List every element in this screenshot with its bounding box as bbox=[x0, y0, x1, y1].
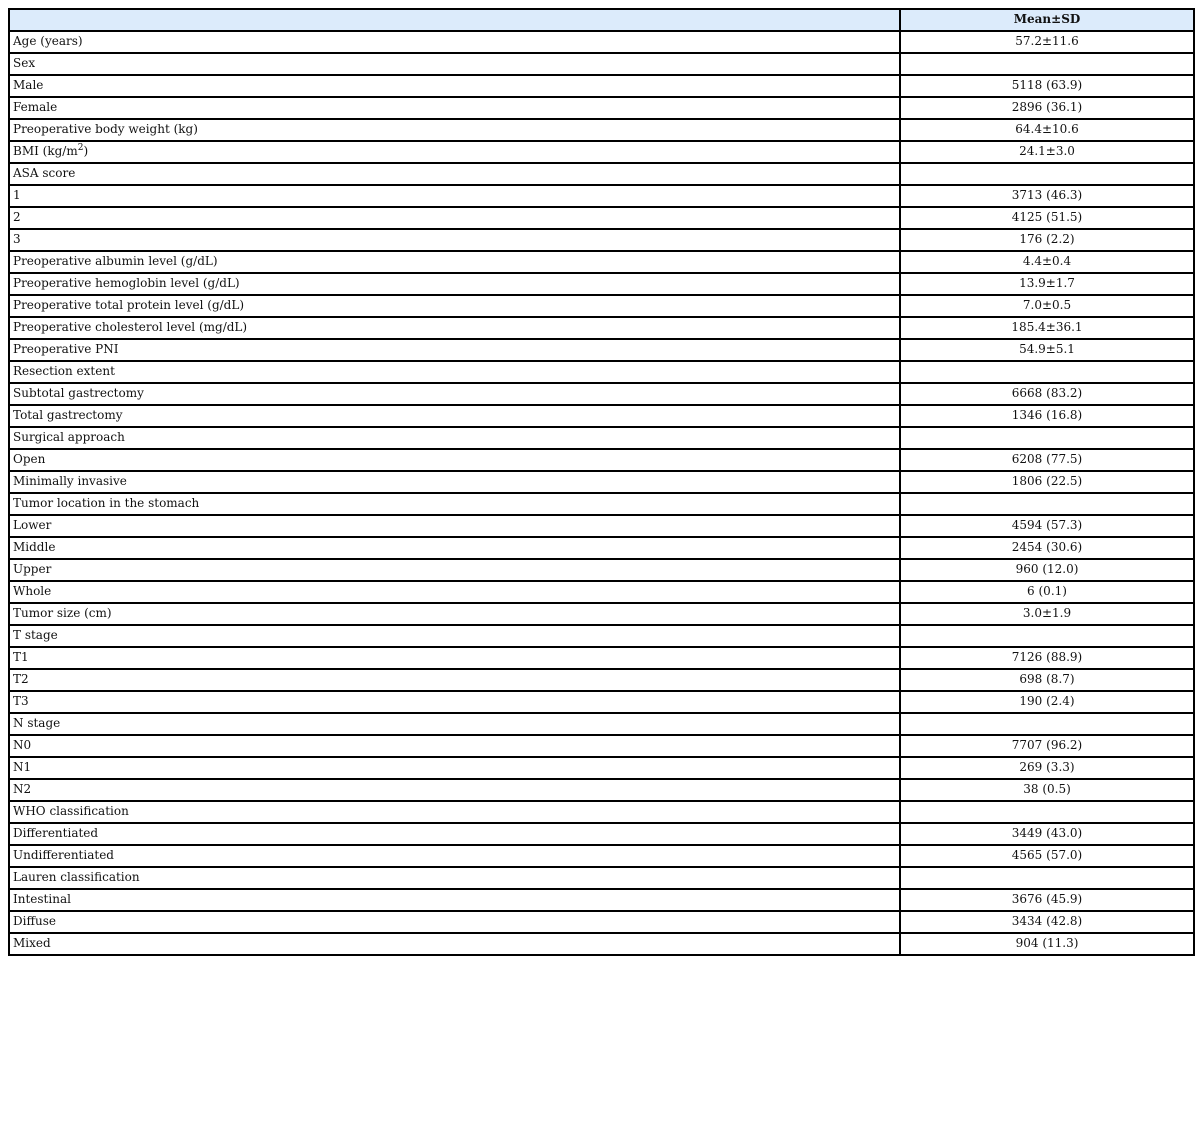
table-row bbox=[9, 31, 1194, 53]
row-value: 4594 (57.3) bbox=[900, 515, 1194, 537]
row-label: Mixed bbox=[9, 933, 900, 955]
table-row bbox=[9, 405, 1194, 427]
row-value: 185.4±36.1 bbox=[900, 317, 1194, 339]
row-label: Minimally invasive bbox=[9, 471, 900, 493]
row-value: 57.2±11.6 bbox=[900, 31, 1194, 53]
table-row bbox=[9, 141, 1194, 163]
row-label: T2 bbox=[9, 669, 900, 691]
row-label: N0 bbox=[9, 735, 900, 757]
row-label: Age (years) bbox=[9, 31, 900, 53]
row-label: ASA score bbox=[9, 163, 900, 185]
row-value: 3449 (43.0) bbox=[900, 823, 1194, 845]
table-row bbox=[9, 471, 1194, 493]
table-row bbox=[9, 757, 1194, 779]
table-row bbox=[9, 515, 1194, 537]
row-value: 7707 (96.2) bbox=[900, 735, 1194, 757]
table-header-row bbox=[9, 9, 1194, 31]
row-label: Whole bbox=[9, 581, 900, 603]
table-row bbox=[9, 185, 1194, 207]
row-value: 7126 (88.9) bbox=[900, 647, 1194, 669]
row-value: 3676 (45.9) bbox=[900, 889, 1194, 911]
row-label: N stage bbox=[9, 713, 900, 735]
table-row bbox=[9, 713, 1194, 735]
table-row bbox=[9, 449, 1194, 471]
row-label: T3 bbox=[9, 691, 900, 713]
table-body bbox=[9, 31, 1194, 955]
table-row bbox=[9, 911, 1194, 933]
row-label: Female bbox=[9, 97, 900, 119]
row-label: Male bbox=[9, 75, 900, 97]
row-label: Resection extent bbox=[9, 361, 900, 383]
table-row bbox=[9, 845, 1194, 867]
table-row bbox=[9, 339, 1194, 361]
row-label: Preoperative PNI bbox=[9, 339, 900, 361]
row-value bbox=[900, 163, 1194, 185]
table-row bbox=[9, 163, 1194, 185]
row-value: 3713 (46.3) bbox=[900, 185, 1194, 207]
row-value: 904 (11.3) bbox=[900, 933, 1194, 955]
row-label: 2 bbox=[9, 207, 900, 229]
row-value bbox=[900, 361, 1194, 383]
table-row bbox=[9, 669, 1194, 691]
row-value: 3.0±1.9 bbox=[900, 603, 1194, 625]
row-value: 7.0±0.5 bbox=[900, 295, 1194, 317]
row-label: Subtotal gastrectomy bbox=[9, 383, 900, 405]
row-label: Middle bbox=[9, 537, 900, 559]
row-value: 13.9±1.7 bbox=[900, 273, 1194, 295]
row-label: Open bbox=[9, 449, 900, 471]
table-row bbox=[9, 691, 1194, 713]
header-variable bbox=[9, 9, 900, 31]
row-value: 960 (12.0) bbox=[900, 559, 1194, 581]
table-row bbox=[9, 625, 1194, 647]
row-value: 4125 (51.5) bbox=[900, 207, 1194, 229]
row-value: 2896 (36.1) bbox=[900, 97, 1194, 119]
row-value: 54.9±5.1 bbox=[900, 339, 1194, 361]
row-value: 1346 (16.8) bbox=[900, 405, 1194, 427]
row-label: Diffuse bbox=[9, 911, 900, 933]
header-mean-sd: Mean±SD bbox=[900, 9, 1194, 31]
table-row bbox=[9, 537, 1194, 559]
row-value bbox=[900, 713, 1194, 735]
table-row bbox=[9, 889, 1194, 911]
row-label: Preoperative albumin level (g/dL) bbox=[9, 251, 900, 273]
row-label: Sex bbox=[9, 53, 900, 75]
row-value: 2454 (30.6) bbox=[900, 537, 1194, 559]
table-row bbox=[9, 603, 1194, 625]
row-label-text: BMI (kg/m bbox=[13, 144, 78, 158]
table-row bbox=[9, 933, 1194, 955]
row-label: Surgical approach bbox=[9, 427, 900, 449]
row-label: Upper bbox=[9, 559, 900, 581]
row-value: 1806 (22.5) bbox=[900, 471, 1194, 493]
row-value: 4565 (57.0) bbox=[900, 845, 1194, 867]
table-row bbox=[9, 735, 1194, 757]
row-value bbox=[900, 801, 1194, 823]
row-value: 64.4±10.6 bbox=[900, 119, 1194, 141]
table-row bbox=[9, 647, 1194, 669]
row-label: Intestinal bbox=[9, 889, 900, 911]
row-label bbox=[9, 141, 900, 163]
table-row bbox=[9, 801, 1194, 823]
row-value bbox=[900, 493, 1194, 515]
row-value: 176 (2.2) bbox=[900, 229, 1194, 251]
row-label-text-end: ) bbox=[83, 144, 89, 158]
table-row bbox=[9, 53, 1194, 75]
table-row bbox=[9, 295, 1194, 317]
table-row bbox=[9, 119, 1194, 141]
row-label: T stage bbox=[9, 625, 900, 647]
row-value bbox=[900, 625, 1194, 647]
row-label: Differentiated bbox=[9, 823, 900, 845]
row-value: 190 (2.4) bbox=[900, 691, 1194, 713]
row-value: 6668 (83.2) bbox=[900, 383, 1194, 405]
row-value: 24.1±3.0 bbox=[900, 141, 1194, 163]
row-value: 6 (0.1) bbox=[900, 581, 1194, 603]
row-label: Undifferentiated bbox=[9, 845, 900, 867]
row-value bbox=[900, 867, 1194, 889]
row-value: 6208 (77.5) bbox=[900, 449, 1194, 471]
table-row bbox=[9, 383, 1194, 405]
table-row bbox=[9, 229, 1194, 251]
table-row bbox=[9, 427, 1194, 449]
table-row bbox=[9, 493, 1194, 515]
row-label: Preoperative total protein level (g/dL) bbox=[9, 295, 900, 317]
row-value bbox=[900, 427, 1194, 449]
table-row bbox=[9, 361, 1194, 383]
table-row bbox=[9, 779, 1194, 801]
row-label: T1 bbox=[9, 647, 900, 669]
table-row bbox=[9, 867, 1194, 889]
table-row bbox=[9, 97, 1194, 119]
table-row bbox=[9, 75, 1194, 97]
row-label: N2 bbox=[9, 779, 900, 801]
table-row bbox=[9, 317, 1194, 339]
row-label: WHO classification bbox=[9, 801, 900, 823]
row-label: Total gastrectomy bbox=[9, 405, 900, 427]
row-value: 3434 (42.8) bbox=[900, 911, 1194, 933]
row-label: Preoperative hemoglobin level (g/dL) bbox=[9, 273, 900, 295]
row-value bbox=[900, 53, 1194, 75]
characteristics-table bbox=[8, 8, 1195, 956]
table-row bbox=[9, 207, 1194, 229]
row-label: Tumor size (cm) bbox=[9, 603, 900, 625]
row-value: 269 (3.3) bbox=[900, 757, 1194, 779]
row-value: 4.4±0.4 bbox=[900, 251, 1194, 273]
row-label: Lower bbox=[9, 515, 900, 537]
row-value: 698 (8.7) bbox=[900, 669, 1194, 691]
row-label: Lauren classification bbox=[9, 867, 900, 889]
row-label-superscript: 2 bbox=[77, 143, 84, 153]
table-row bbox=[9, 251, 1194, 273]
row-label: 1 bbox=[9, 185, 900, 207]
row-value: 5118 (63.9) bbox=[900, 75, 1194, 97]
table-row bbox=[9, 559, 1194, 581]
table-row bbox=[9, 273, 1194, 295]
row-label: Preoperative cholesterol level (mg/dL) bbox=[9, 317, 900, 339]
row-label: Tumor location in the stomach bbox=[9, 493, 900, 515]
row-label: Preoperative body weight (kg) bbox=[9, 119, 900, 141]
row-label: N1 bbox=[9, 757, 900, 779]
table-row bbox=[9, 581, 1194, 603]
table-row bbox=[9, 823, 1194, 845]
row-value: 38 (0.5) bbox=[900, 779, 1194, 801]
row-label: 3 bbox=[9, 229, 900, 251]
